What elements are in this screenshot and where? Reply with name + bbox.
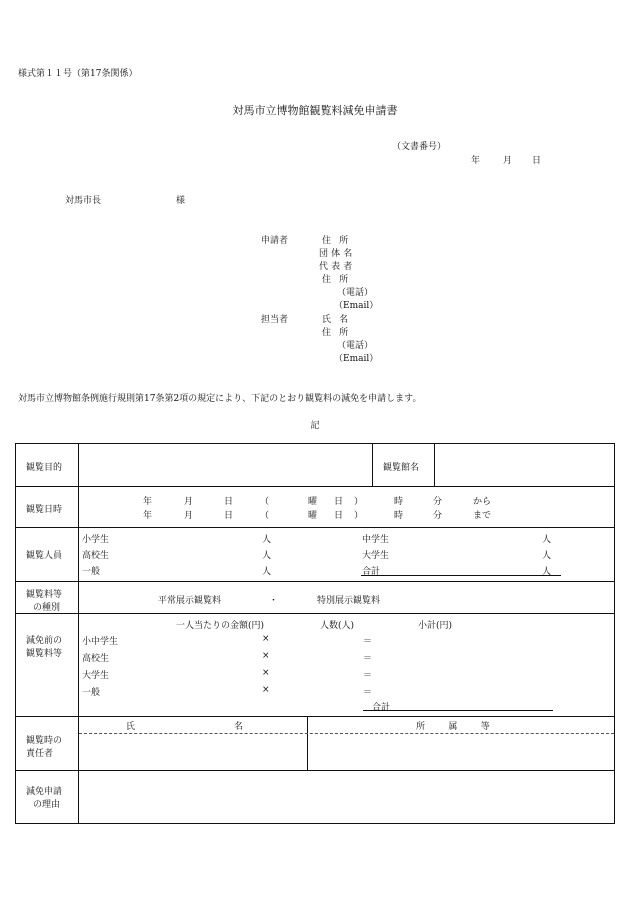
fee-type-normal: 平常展示観覧料 [158,596,222,606]
contact-email-label: （Email） [334,354,379,364]
fee-total-label: 合計 [372,703,391,713]
fee-type-special: 特別展示観覧料 [317,596,381,606]
purpose-label: 観覧目的 [26,463,63,473]
people-university-unit: 人 [542,551,552,561]
fee-header-count: 人数(人) [320,621,355,631]
applicant-address-label: 住所 [322,236,357,246]
people-label: 観覧人員 [26,551,63,561]
reason-label-line2: の理由 [33,800,61,810]
application-table: 観覧目的 観覧館名 観覧日時 年 月 日 （ 曜 日 ） 時 分 から 年 月 日 （ 曜 日 ） 時 分 まで 観覧人員 小学生 人 高校生 人 一般 人 中学生 人 大学生 人 合計 人 観覧料等 の種別 平常展示観覧料 ・ 特別展示観覧料 減免前の 観覧料等 一人当たりの金額(円) 人数(人) 小計(円) 小中学生 × ＝ 高校生 × ＝ 大学生 × ＝ 一般 × ＝ 合計 観覧時の 責任者 氏名 所属等 減免申請 の理由 [15,443,615,824]
people-highschool-unit: 人 [262,551,272,561]
applicant-email-label: （Email） [334,301,379,311]
fee-type-separator: ・ [269,596,279,606]
fee-row-elem-junior: 小中学生 [82,637,119,647]
fee-type-label-line1: 観覧料等 [26,590,63,600]
contact-label: 担当者 [261,315,289,325]
document-number: （文書番号） [392,142,447,152]
people-juniorhigh-label: 中学生 [362,535,390,545]
contact-phone-label: （電話） [337,341,374,351]
responsible-affiliation-header: 所属等 [416,722,514,732]
addressee-name: 対馬市長 [65,196,102,206]
fee-row-general: 一般 [82,688,101,698]
people-total-unit: 人 [542,567,552,577]
page-title: 対馬市立博物館観覧料減免申請書 [232,104,398,117]
reason-label-line1: 減免申請 [26,787,63,797]
responsible-label-line1: 観覧時の [26,736,63,746]
responsible-label-line2: 責任者 [26,749,54,759]
people-juniorhigh-unit: 人 [542,535,552,545]
fee-header-subtotal: 小計(円) [418,621,453,631]
applicant-address2-label: 住所 [322,275,357,285]
applicant-group-label: 団体名 [319,249,356,259]
addressee-honorific: 様 [176,196,186,206]
responsible-name-header: 氏名 [126,722,343,732]
ki-mark: 記 [310,421,320,431]
applicant-phone-label: （電話） [337,288,374,298]
contact-name-label: 氏名 [322,315,357,325]
people-general-label: 一般 [82,567,101,577]
people-university-label: 大学生 [362,551,390,561]
datetime-label: 観覧日時 [26,505,63,515]
date-day: 日 [532,156,542,166]
date-year: 年 [471,156,481,166]
people-highschool-label: 高校生 [82,551,110,561]
fee-row-university: 大学生 [82,671,110,681]
fee-before-label-line2: 観覧料等 [26,649,63,659]
people-elementary-label: 小学生 [82,535,110,545]
fee-header-unit-price: 一人当たりの金額(円) [176,621,265,631]
applicant-label: 申請者 [261,236,289,246]
contact-address-label: 住所 [322,328,357,338]
fee-before-label-line1: 減免前の [26,636,63,646]
people-total-label: 合計 [362,567,381,577]
people-elementary-unit: 人 [262,535,272,545]
hall-label: 観覧館名 [383,463,420,473]
people-general-unit: 人 [262,567,272,577]
statement: 対馬市立博物館条例施行規則第17条第2項の規定により、下記のとおり観覧料の減免を申請します。 [18,394,422,404]
applicant-representative-label: 代表者 [319,262,356,272]
fee-row-highschool: 高校生 [82,654,110,664]
form-number: 様式第１１号（第17条関係） [18,69,138,79]
date-month: 月 [503,156,513,166]
fee-type-label-line2: の種別 [33,603,61,613]
